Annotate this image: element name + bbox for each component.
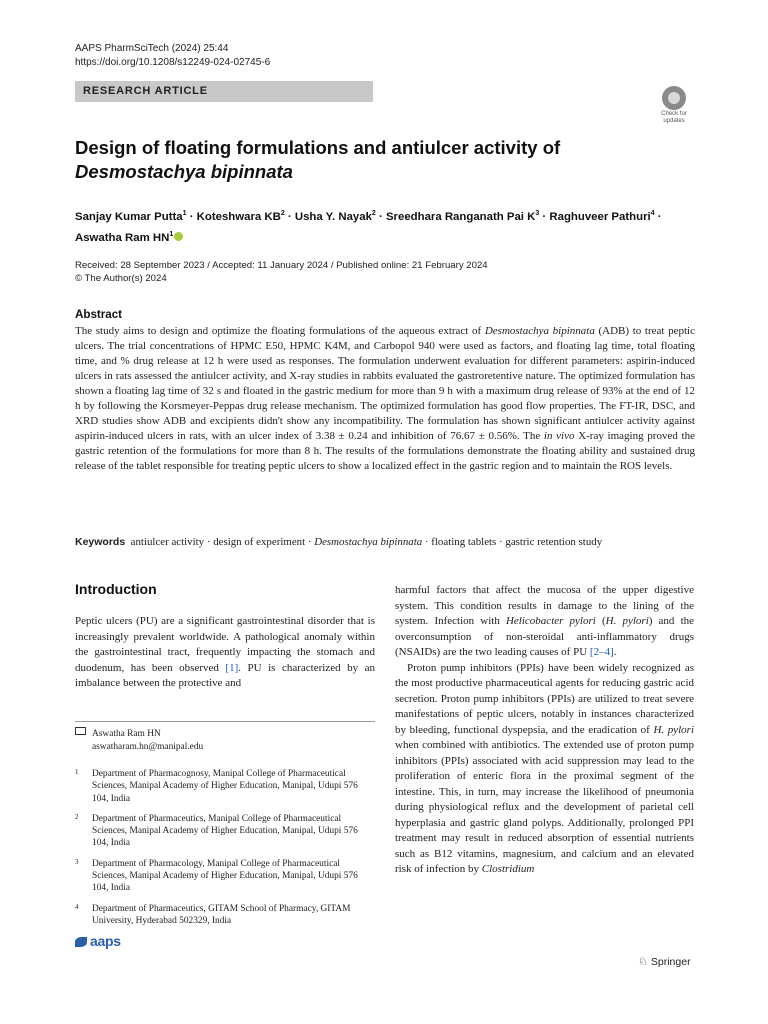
footnote-divider (75, 721, 375, 722)
journal-header (75, 42, 270, 70)
introduction-heading: Introduction (75, 581, 157, 597)
citation-link[interactable]: [2–4] (589, 646, 614, 658)
affiliation: 1 Department of Pharmacognosy, Manipal College of Pharmaceutical Sciences, Manipal Academy of Higher Education, Manipal, Udupi 576 104, India (75, 768, 358, 804)
check-for-updates-badge[interactable] (655, 86, 693, 126)
dates-line: Received: 28 September 2023 / Accepted: 11 January 2024 / Published online: 21 February 2024 (75, 260, 488, 271)
envelope-icon (75, 727, 86, 735)
author[interactable]: Aswatha Ram HN (75, 231, 170, 244)
corresponding-name: Aswatha Ram HN (92, 729, 161, 739)
article-type-banner (75, 81, 373, 102)
keywords: Keywords antiulcer activity · design of experiment · Desmostachya bipinnata · floating tablets · gastric retention study (75, 536, 603, 548)
affiliation: 2 Department of Pharmaceutics, Manipal College of Pharmaceutical Sciences, Manipal Academy of Higher Education, Manipal, Udupi 576 104, India (75, 812, 358, 849)
keywords-label: Keywords (75, 536, 126, 548)
check-updates-text-2: updates (663, 118, 685, 124)
license-line: © The Author(s) 2024 (75, 273, 167, 284)
abstract-heading: Abstract (75, 308, 123, 321)
doi-link[interactable]: https://doi.org/10.1208/s12249-024-02745-6 (75, 57, 271, 68)
author-list: Sanjay Kumar Putta$^1$ · Koteshwara $KB^2$ · Usha Y. Nayak$^2$ · Sreedhara Ranganath Pai $K^3$ · Raghuveer Pathuri$^4$ · Aswatha Ram $HN^1$ (75, 210, 662, 244)
author[interactable]: Usha Y. Nayak (294, 210, 372, 223)
corresponding-author (75, 727, 375, 753)
introduction-left-column: Peptic ulcers (PU) are a significant gastrointestinal disorder that is increasingly prevalent worldwide. A pathological anomaly within the gastrointestinal tract, frequently impacting the stomach and duodenum, has been observed [1]. PU is characterized by an imbalance between the protective and (75, 615, 375, 689)
title-species: Desmostachya bipinnata (75, 161, 293, 182)
springer-logo: ♘ Springer (638, 956, 691, 968)
journal-citation: AAPS PharmSciTech (2024) 25:44 (75, 43, 229, 54)
check-updates-icon (662, 86, 686, 110)
aaps-logo: aaps (75, 933, 121, 949)
author[interactable]: Raghuveer Pathuri (549, 210, 651, 223)
author[interactable]: Koteshwara KB (196, 210, 281, 223)
abstract-text: The study aims to design and optimize the floating formulations of the aqueous extract of Desmostachya bipinnata (ADB) to treat peptic ulcers. The trial concentrations of HPMC E50, HPMC K4M, and Carbopol 940 were used as factors, and floating lag time, total floating time, and % drug release at 12 h were used as responses. The formulation underwent evaluation for different parameters: aspirin-induced ulcers in rats assessed the antiulcer activity, and X-ray studies in rabbits evaluated the gastroretentive nature. The optimized formulation has shown a floating lag time of 32 s and floated in the gastric medium for more than 9 h with a maximum drug release of 93% at the end of 12 h by following the Korsmeyer-Peppas drug release mechanism. The optimized formulation has good flow properties. The FT-IR, DSC, and XRD studies show ADB and excipients didn't show any incompatibility. The formulation has shown significant antiulcer activity against aspirin-induced ulcers in rats, with an ulcer index of 3.38 ± 0.24 and inhibition of 76.67 ± 0.56%. The in vivo X-ray imaging proved the gastric retention of the formulations for more than 8 h. The results of the formulations demonstrate the floating ability and sustained drug release of the tablet responsible for treating peptic ulcers to show a localized effect in the gastric region and to maintain the ROS levels. (75, 325, 695, 472)
orcid-icon[interactable] (174, 232, 183, 241)
affiliation: 3 Department of Pharmacology, Manipal College of Pharmaceutical Sciences, Manipal Academy of Higher Education, Manipal, Udupi 576 104, India (75, 857, 358, 894)
affiliations (75, 768, 375, 935)
introduction-right-column: harmful factors that affect the mucosa of the upper digestive system. This condition results in damage to the lining of the system. Infection with Helicobacter pylori (H. pylori) and the overconsumption of non-steroidal anti-inflammatory drugs (NSAIDs) are the two leading causes of PU [2–4]. Proton pump inhibitors (PPIs) have been widely recognized as the most productive pharmaceutical agents for reducing gastric acid secretion. Proton pump inhibitors (PPIs) are utilized to treat severe manifestations of peptic ulcers, notably in instances characterized by bleeding, functional dyspepsia, and the eradication of H. pylori when combined with antibiotics. The extended use of proton pump inhibitors (PPIs) associated with acid suppression may lead to the proliferation of enteric flora in the proximal segment of the intestine. This, in turn, may increase the likelihood of pneumonia during physiological reflux and the development of parietal cell hyperplasia and gastric gland polyps. Additionally, prolonged PPI treatment may result in reduced absorption of essential nutrients such as B12 vitamins, magnesium, and calcium and an elevated risk of infection by Clostridium (395, 584, 695, 875)
article-title: Design of floating formulations and antiulcer activity of Desmostachya bipinnata (75, 137, 561, 182)
affiliation: 4 Department of Pharmaceutics, GITAM School of Pharmacy, GITAM University, Hyderabad 502329, India (75, 902, 351, 926)
check-updates-text-1: Check for (661, 111, 687, 117)
author[interactable]: Sanjay Kumar Putta (75, 210, 183, 223)
article-type-label: RESEARCH ARTICLE (83, 85, 208, 97)
citation-link[interactable]: [1] (225, 661, 239, 674)
springer-horse-icon: ♘ (638, 956, 648, 968)
author[interactable]: Sreedhara Ranganath Pai K (385, 210, 536, 223)
publication-dates (75, 259, 488, 285)
aaps-mark-icon (75, 937, 87, 947)
corresponding-email[interactable]: aswatharam.hn@manipal.edu (92, 741, 204, 752)
